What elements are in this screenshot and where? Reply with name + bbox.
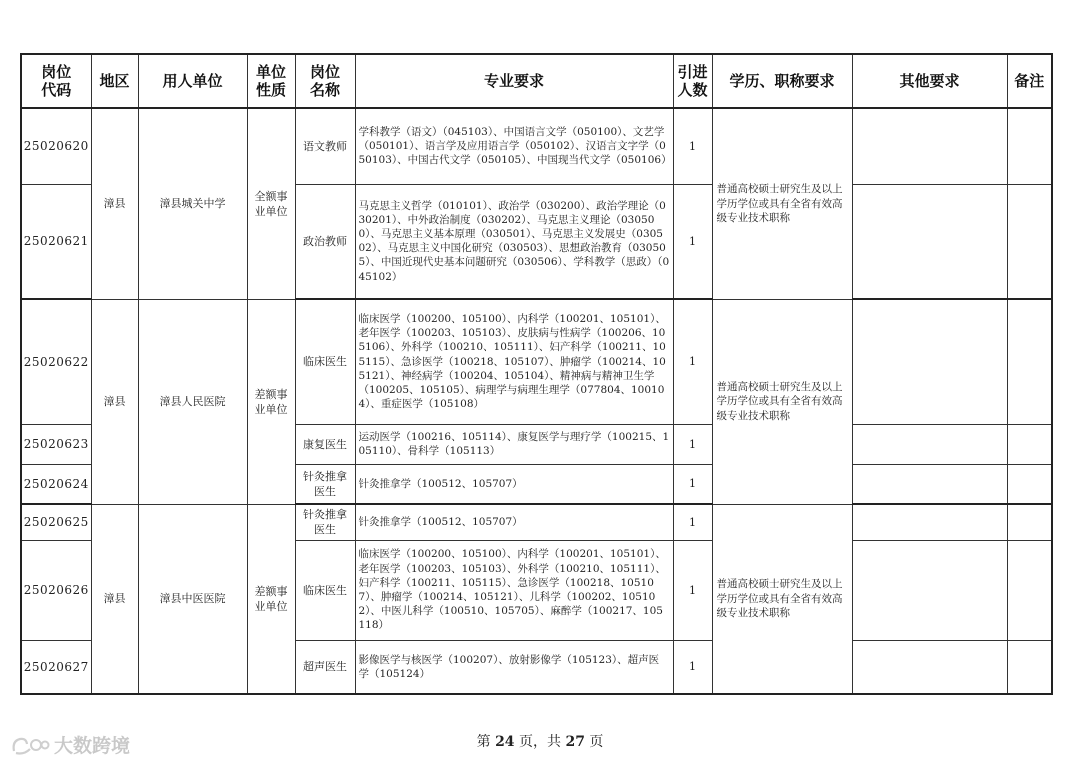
header-region: 地区 [91, 54, 138, 108]
watermark-text: 大数跨境 [54, 735, 131, 757]
note-cell [1007, 540, 1052, 640]
table-row [21, 504, 1052, 540]
major-cell: 针灸推拿学（100512、105707） [355, 464, 673, 504]
region-cell: 漳县 [91, 504, 138, 694]
note-cell [1007, 640, 1052, 694]
other-cell [852, 464, 1007, 504]
note-cell [1007, 184, 1052, 299]
other-cell [852, 640, 1007, 694]
employer-cell: 漳县城关中学 [138, 108, 247, 299]
page-footer [0, 731, 1080, 751]
post-name: 政治教师 [295, 184, 355, 299]
other-cell [852, 504, 1007, 540]
count-cell: 1 [673, 184, 712, 299]
other-cell [852, 299, 1007, 424]
count-cell: 1 [673, 424, 712, 464]
employer-cell: 漳县人民医院 [138, 299, 247, 504]
header-note: 备注 [1007, 54, 1052, 108]
header-employer: 用人单位 [138, 54, 247, 108]
post-code: 25020626 [21, 540, 91, 640]
table-row [21, 299, 1052, 424]
post-code: 25020624 [21, 464, 91, 504]
major-cell: 针灸推拿学（100512、105707） [355, 504, 673, 540]
note-cell [1007, 108, 1052, 184]
post-code: 25020622 [21, 299, 91, 424]
note-cell [1007, 299, 1052, 424]
count-cell: 1 [673, 504, 712, 540]
post-code: 25020620 [21, 108, 91, 184]
region-cell: 漳县 [91, 299, 138, 504]
post-name: 针灸推拿医生 [295, 504, 355, 540]
recruitment-table [20, 53, 1053, 695]
other-cell [852, 184, 1007, 299]
nature-cell: 全额事业单位 [247, 108, 295, 299]
header-post: 岗位名称 [295, 54, 355, 108]
post-name: 针灸推拿医生 [295, 464, 355, 504]
post-name: 语文教师 [295, 108, 355, 184]
major-cell: 学科教学（语文）（045103）、中国语言文学（050100）、文艺学（050101）、语言学及应用语言学（050102）、汉语言文字学（050103）、中国古代文学（050105）、中国现当代文学（050106） [355, 108, 673, 184]
post-name: 康复医生 [295, 424, 355, 464]
post-name: 临床医生 [295, 540, 355, 640]
nature-cell: 差额事业单位 [247, 299, 295, 504]
edu-cell: 普通高校硕士研究生及以上学历学位或具有全省有效高级专业技术职称 [712, 504, 852, 694]
header-major: 专业要求 [355, 54, 673, 108]
header-edu: 学历、职称要求 [712, 54, 852, 108]
count-cell: 1 [673, 640, 712, 694]
other-cell [852, 540, 1007, 640]
note-cell [1007, 504, 1052, 540]
header-nature: 单位性质 [247, 54, 295, 108]
post-code: 25020627 [21, 640, 91, 694]
employer-cell: 漳县中医医院 [138, 504, 247, 694]
post-code: 25020625 [21, 504, 91, 540]
table-row [21, 108, 1052, 184]
major-cell: 临床医学（100200、105100）、内科学（100201、105101）、老年医学（100203、105103）、外科学（100210、105111）、妇产科学（100211、105115）、急诊医学（100218、105107）、肿瘤学（100214、105121）、儿科学（100202、105102）、中医儿科学（100510、105705）、麻醉学（100217、105118） [355, 540, 673, 640]
recruitment-table-page [20, 53, 1051, 695]
footer-suffix: 页 [589, 734, 604, 750]
major-cell: 临床医学（100200、105100）、内科学（100201、105101）、老年医学（100203、105103）、皮肤病与性病学（100206、105106）、外科学（100210、105111）、妇产科学（100211、105115）、急诊医学（100218、105107）、肿瘤学（100214、105121）、神经病学（100204、105104）、精神病与精神卫生学（100205、105105）、病理学与病理生理学（077804、100104）、重症医学（105108） [355, 299, 673, 424]
edu-cell: 普通高校硕士研究生及以上学历学位或具有全省有效高级专业技术职称 [712, 299, 852, 504]
footer-prefix: 第 [476, 734, 491, 750]
region-cell: 漳县 [91, 108, 138, 299]
header-row [21, 54, 1052, 108]
count-cell: 1 [673, 108, 712, 184]
footer-total-pages: 27 [565, 734, 585, 750]
nature-cell: 差额事业单位 [247, 504, 295, 694]
footer-page-number: 24 [495, 734, 515, 750]
other-cell [852, 108, 1007, 184]
count-cell: 1 [673, 464, 712, 504]
post-name: 超声医生 [295, 640, 355, 694]
post-code: 25020621 [21, 184, 91, 299]
footer-middle: 页，共 [519, 734, 561, 750]
header-code: 岗位代码 [21, 54, 91, 108]
header-count: 引进人数 [673, 54, 712, 108]
count-cell: 1 [673, 299, 712, 424]
post-name: 临床医生 [295, 299, 355, 424]
major-cell: 马克思主义哲学（010101）、政治学（030200）、政治学理论（030201）、中外政治制度（030202）、马克思主义理论（030500）、马克思主义基本原理（030501）、马克思主义发展史（030502）、马克思主义中国化研究（030503）、思想政治教育（030505）、中国近现代史基本问题研究（030506）、学科教学（思政）（045102） [355, 184, 673, 299]
major-cell: 运动医学（100216、105114）、康复医学与理疗学（100215、105110）、骨科学（105113） [355, 424, 673, 464]
post-code: 25020623 [21, 424, 91, 464]
note-cell [1007, 424, 1052, 464]
edu-cell: 普通高校硕士研究生及以上学历学位或具有全省有效高级专业技术职称 [712, 108, 852, 299]
other-cell [852, 424, 1007, 464]
note-cell [1007, 464, 1052, 504]
count-cell: 1 [673, 540, 712, 640]
header-other: 其他要求 [852, 54, 1007, 108]
major-cell: 影像医学与核医学（100207）、放射影像学（105123）、超声医学（105124） [355, 640, 673, 694]
